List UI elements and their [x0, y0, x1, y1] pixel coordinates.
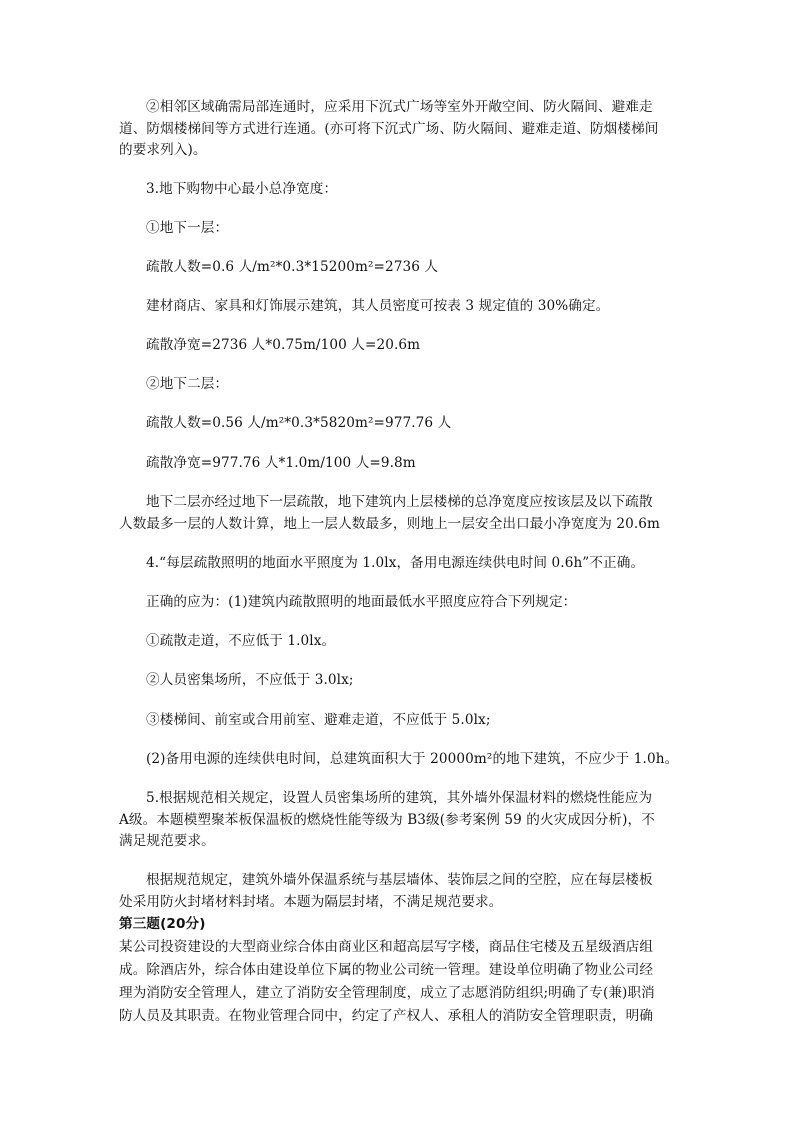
- text-line: ①地下一层：: [146, 220, 229, 236]
- text-line: 正确的应为：(1)建筑内疏散照明的地面最低水平照度应符合下列规定：: [146, 594, 577, 610]
- text-line: 疏散人数=0.56 人/m²*0.3*5820m²=977.76 人: [146, 415, 452, 431]
- text-line: ①疏散走道，不应低于 1.0lx。: [146, 633, 336, 649]
- text-line: 的要求列入)。: [119, 142, 207, 158]
- text-line: 满足规范要求。: [119, 833, 215, 849]
- text-line: 根据规范规定，建筑外墙外保温系统与基层墙体、装饰层之间的空腔，应在每层楼板: [146, 872, 653, 888]
- text-line: 成。除酒店外，综合体由建设单位下属的物业公司统一管理。建设单位明确了物业公司经: [119, 962, 654, 978]
- text-line: 疏散净宽=2736 人*0.75m/100 人=20.6m: [146, 337, 421, 353]
- text-line: 建材商店、家具和灯饰展示建筑，其人员密度可按表 3 规定值的 30%确定。: [146, 298, 610, 314]
- text-line: 5.根据规范相关规定，设置人员密集场所的建筑，其外墙外保温材料的燃烧性能应为: [146, 790, 653, 806]
- section-heading: 第三题(20分): [119, 916, 206, 932]
- text-line: 4.“每层疏散照明的地面水平照度为 1.0lx，备用电源连续供电时间 0.6h”不正确。: [146, 555, 645, 571]
- text-line: 地下二层亦经过地下一层疏散，地下建筑内上层楼梯的总净宽度应按该层及以下疏散: [146, 494, 653, 510]
- text-line: 处采用防火封堵材料封堵。本题为隔层封堵，不满足规范要求。: [119, 894, 503, 910]
- text-line: (2)备用电源的连续供电时间，总建筑面积大于 20000m²的地下建筑，不应少于 1.0h。: [146, 751, 679, 767]
- text-line: 人数最多一层的人数计算，地上一层人数最多，则地上一层安全出口最小净宽度为 20.6m: [119, 516, 661, 532]
- text-line: 道、防烟楼梯间等方式进行连通。(亦可将下沉式广场、防火隔间、避难走道、防烟楼梯间: [119, 121, 659, 137]
- text-line: ②地下二层：: [146, 376, 229, 392]
- text-line: 3.地下购物中心最小总净宽度：: [146, 181, 338, 197]
- text-line: ②相邻区域确需局部连通时，应采用下沉式广场等室外开敞空间、防火隔间、避难走: [146, 99, 653, 115]
- text-line: ③楼梯间、前室或合用前室、避难走道，不应低于 5.0lx;: [146, 712, 491, 728]
- text-line: 某公司投资建设的大型商业综合体由商业区和超高层写字楼，商品住宅楼及五星级酒店组: [119, 939, 654, 955]
- text-line: 疏散净宽=977.76 人*1.0m/100 人=9.8m: [146, 455, 416, 471]
- text-line: 疏散人数=0.6 人/m²*0.3*15200m²=2736 人: [146, 259, 439, 275]
- text-line: A级。本题模塑聚苯板保温板的燃烧性能等级为 B3级(参考案例 59 的火灾成因分析)，不: [119, 812, 655, 828]
- text-line: 理为消防安全管理人，建立了消防安全管理制度，成立了志愿消防组织;明确了专(兼)职消: [119, 985, 655, 1001]
- text-line: ②人员密集场所，不应低于 3.0lx;: [146, 672, 354, 688]
- text-line: 防人员及其职责。在物业管理合同中，约定了产权人、承租人的消防安全管理职责，明确: [119, 1008, 654, 1024]
